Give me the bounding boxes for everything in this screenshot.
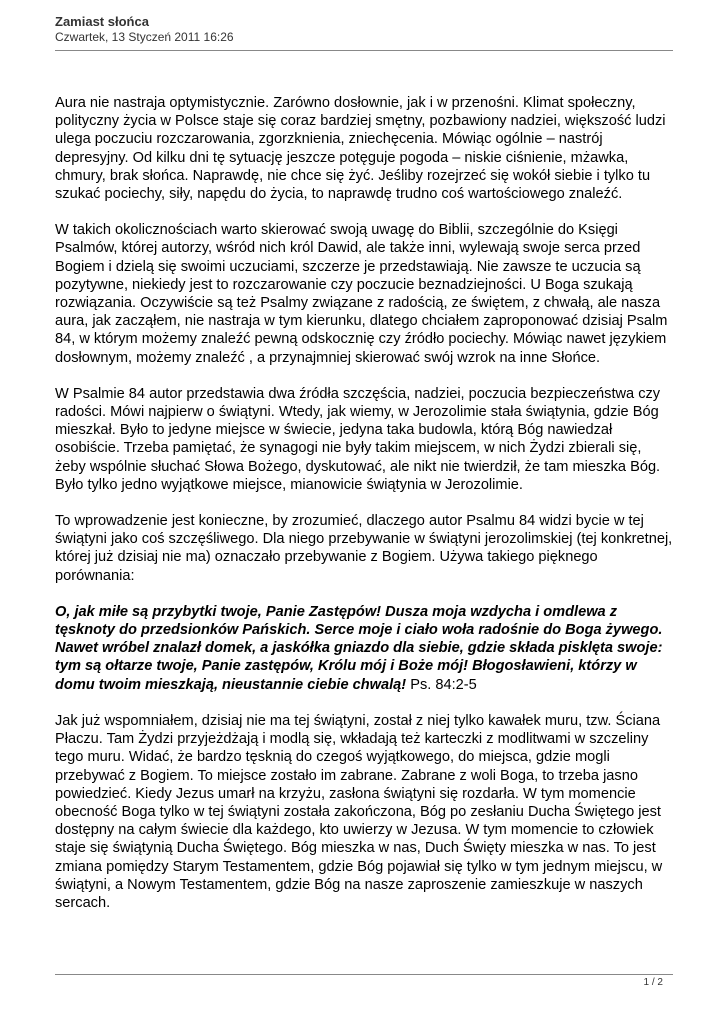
psalm-reference: Ps. 84:2-5 — [406, 676, 477, 693]
paragraph-3: W Psalmie 84 autor przedstawia dwa źródła szczęścia, nadziei, poczucia bezpieczeństwa czy radości. Mówi najpierw o świątyni. Wtedy, jak wiemy, w Jerozolimie stała świątynia, gdzie Bóg mieszkał. Było to jedyne miejsce w świecie, jedyna taka budowla, którą Bóg nawiedzał osobiście. Trzeba pamiętać, że synagogi nie były takim miejscem, w nich Żydzi zbierali się, żeby wspólnie słuchać Słowa Bożego, dyskutować, ale nikt nie twierdził, że tam mieszka Bóg. Było tylko jedno wyjątkowe miejsce, mianowicie świątynia w Jerozolimie. — [55, 385, 661, 493]
page-number: 1 / 2 — [643, 977, 663, 988]
document-title: Zamiast słońca — [55, 14, 149, 29]
psalm-quote — [55, 603, 673, 694]
psalm-quote-text: O, jak miłe są przybytki twoje, Panie Zastępów! Dusza moja wzdycha i omdlewa z tęsknoty do przedsionków Pańskich. Serce moje i ciało woła radośnie do Boga żywego. Nawet wróbel znalazł domek, a jaskółka gniazdo dla siebie, gdzie składa pisklęta swoje: tym są ołtarze twoje, Panie zastępów, Królu mój i Boże mój! Błogosławieni, którzy w domu twoim mieszkają, nieustannie ciebie chwalą! — [55, 603, 663, 693]
document-header — [55, 14, 673, 45]
document-date: Czwartek, 13 Styczeń 2011 16:26 — [55, 30, 234, 44]
article-body — [55, 94, 673, 930]
paragraph-4: To wprowadzenie jest konieczne, by zrozumieć, dlaczego autor Psalmu 84 widzi bycie w tej świątyni jako coś szczęśliwego. Dla niego przebywanie w świątyni jerozolimskiej (tej konkretnej, której już dzisiaj nie ma) oznaczało przebywanie z Bogiem. Używa takiego pięknego porównania: — [55, 513, 673, 584]
header-divider — [55, 50, 673, 51]
paragraph-5: Jak już wspomniałem, dzisiaj nie ma tej świątyni, został z niej tylko kawałek muru, tzw. Ściana Płaczu. Tam Żydzi przyjeżdżają i modlą się, wkładają też karteczki z modlitwami w szczeliny tego muru. Widać, że bardzo tęsknią do czegoś wyjątkowego, do miejsca, gdzie mogli przebywać z Bogiem. To miejsce zostało im zabrane. Zabrane z woli Boga, to trzeba jasno powiedzieć. Kiedy Jezus umarł na krzyżu, zasłona świątyni się rozdarła. W tym momencie obecność Boga tylko w tej świątyni została zakończona, Bóg po zesłaniu Ducha Świętego jest dostępny na całym świecie dla każdego, kto uwierzy w Jezusa. W tym momencie to człowiek staje się świątynią Ducha Świętego. Bóg mieszka w nas, Duch Święty mieszka w nas. To jest zmiana pomiędzy Starym Testamentem, gdzie Bóg pojawiał się tylko w tym jednym miejscu, w świątyni, a Nowym Testamentem, gdzie Bóg na nasze zaproszenie zamieszkuje w naszych sercach. — [55, 712, 663, 911]
footer-divider — [55, 974, 673, 975]
paragraph-1: Aura nie nastraja optymistycznie. Zarówno dosłownie, jak i w przenośni. Klimat społeczny, polityczny życia w Polsce staje się coraz bardziej smętny, pozbawiony nadziei, większość ludzi ulega poczuciu rozczarowania, zgorzknienia, zniechęcenia. Mówiąc ogólnie – nastrój depresyjny. Od kilku dni tę sytuację jeszcze potęguje pogoda – niskie ciśnienie, mżawka, chmury, brak słońca. Naprawdę, nie chce się żyć. Jeśliby rozejrzeć się wokół siebie i tylko tu szukać pociechy, siły, napędu do życia, to naprawdę trudno coś wartościowego znaleźć. — [55, 95, 666, 203]
paragraph-2: W takich okolicznościach warto skierować swoją uwagę do Biblii, szczególnie do Księgi Psalmów, której autorzy, wśród nich król Dawid, ale także inni, wylewają swoje serca przed Bogiem i dzielą się swoimi uczuciami, szczerze je przedstawiają. Nie zawsze te uczucia są pozytywne, niekiedy jest to rozczarowanie czy poczucie beznadziejności. U Boga szukają rozwiązania. Oczywiście są też Psalmy związane z radością, ze świętem, z chwałą, ale nasza aura, jak zacząłem, nie nastraja w tym kierunku, dlatego chciałem zaproponować dzisiaj Psalm 84, w którym możemy znaleźć pewną odskocznię czy źródło pociechy. Mówiąc nawet językiem dosłownym, możemy znaleźć , a przynajmniej skierować swój wzrok na inne Słońce. — [55, 222, 668, 366]
